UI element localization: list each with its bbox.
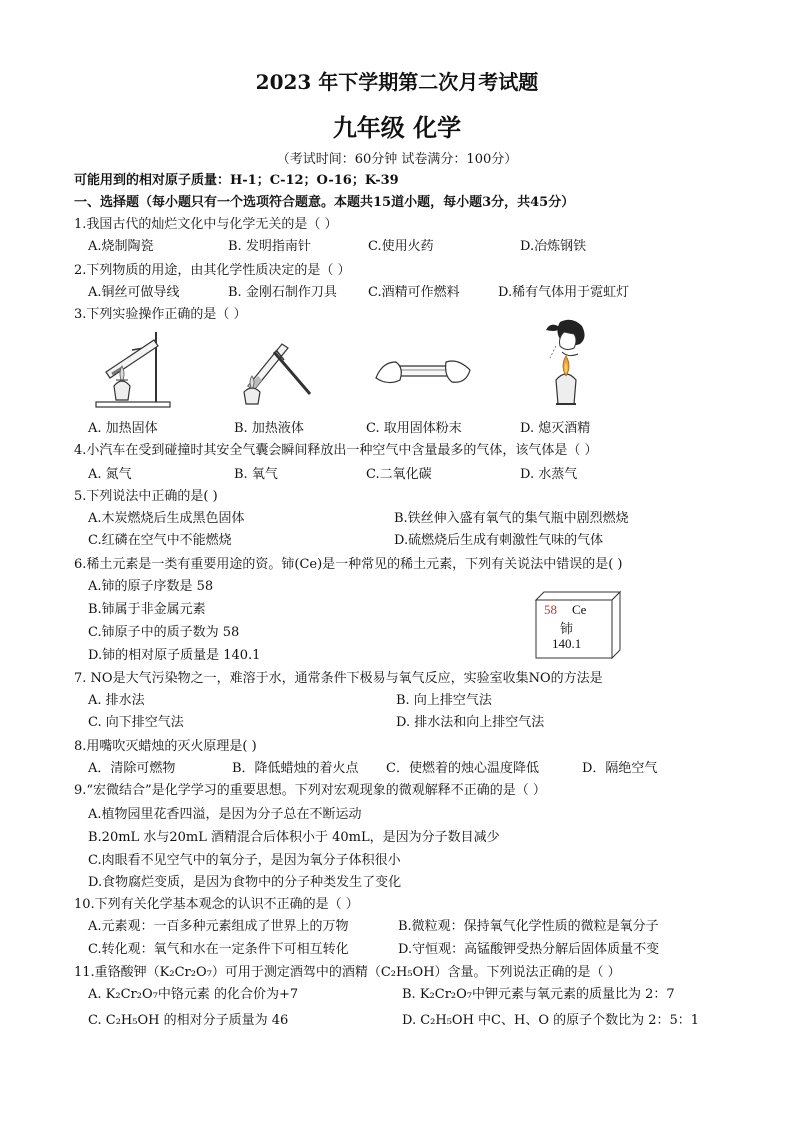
heating-liquid-illustration <box>238 334 318 408</box>
option-b: B.铈属于非金属元素 <box>88 602 206 617</box>
option-a: A.铜丝可做导线 <box>88 285 180 300</box>
option-a: A．清除可燃物 <box>88 761 176 776</box>
blowing-lamp-illustration <box>536 318 604 412</box>
option-b: B. 金刚石制作刀具 <box>228 285 337 300</box>
question-stem: 8.用嘴吹灭蜡烛的灭火原理是( ) <box>74 739 257 754</box>
option-b: B.铁丝伸入盛有氧气的集气瓶中剧烈燃烧 <box>394 511 629 526</box>
option-c: C.转化观：氧气和水在一定条件下可相互转化 <box>88 942 349 957</box>
element-name: 铈 <box>560 621 574 636</box>
option-c: C. C₂H₅OH 的相对分子质量为 46 <box>88 1013 289 1028</box>
solid-powder-illustration <box>374 348 474 396</box>
atomic-mass-note: 可能用到的相对原子质量：H-1；C-12；O-16；K-39 <box>74 173 399 188</box>
option-c: C．使燃着的烛心温度降低 <box>386 761 539 776</box>
option-b: B. 氧气 <box>234 467 278 482</box>
option-a: A.元素观：一百多种元素组成了世界上的万物 <box>88 919 349 934</box>
option-d: D. 排水法和向上排空气法 <box>396 715 545 730</box>
option-c: C.红磷在空气中不能燃烧 <box>88 533 232 548</box>
question-stem: 2.下列物质的用途，由其化学性质决定的是（ ） <box>74 263 351 278</box>
option-a: A. 加热固体 <box>88 421 158 436</box>
option-b: B. K₂Cr₂O₇中钾元素与氧元素的质量比为 2：7 <box>402 987 675 1002</box>
option-a: A.植物园里花香四溢，是因为分子总在不断运动 <box>88 807 362 822</box>
option-d: D.铈的相对原子质量是 140.1 <box>88 648 261 663</box>
option-c: C. 取用固体粉末 <box>366 421 462 436</box>
question-stem: 10.下列有关化学基本观念的认识不正确的是（ ） <box>74 897 359 912</box>
option-c: C. 向下排空气法 <box>88 715 184 730</box>
option-d: D.冶炼钢铁 <box>520 239 587 254</box>
option-d: D.稀有气体用于霓虹灯 <box>498 285 630 300</box>
question-stem: 7. NO是大气污染物之一，难溶于水，通常条件下极易与氧气反应，实验室收集NO的方法是 <box>74 671 603 686</box>
option-a: A. 排水法 <box>88 693 145 708</box>
question-stem: 3.下列实验操作正确的是（ ） <box>74 307 247 322</box>
option-c: C.铈原子中的质子数为 58 <box>88 625 240 640</box>
option-b: B．降低蜡烛的着火点 <box>232 761 359 776</box>
option-d: D.守恒观：高锰酸钾受热分解后固体质量不变 <box>398 942 660 957</box>
element-symbol: Ce <box>572 602 587 617</box>
question-stem: 9.“宏微结合”是化学学习的重要思想。下列对宏观现象的微观解释不正确的是（ ） <box>74 783 546 798</box>
option-b: B. 向上排空气法 <box>396 693 492 708</box>
option-a: A.木炭燃烧后生成黑色固体 <box>88 511 245 526</box>
option-c: C.使用火药 <box>368 239 434 254</box>
option-c: C.二氧化碳 <box>366 467 432 482</box>
option-a: A.铈的原子序数是 58 <box>88 579 214 594</box>
option-b: B.微粒观：保持氧气化学性质的微粒是氧分子 <box>398 919 659 934</box>
option-d: D. 水蒸气 <box>520 467 578 482</box>
atomic-number: 58 <box>544 602 557 617</box>
element-card <box>536 592 620 658</box>
option-d: D. 熄灭酒精 <box>520 421 591 436</box>
exam-subtitle: 九年级 化学 <box>332 113 462 142</box>
question-stem: 6.稀土元素是一类有重要用途的资。铈(Ce)是一种常见的稀土元素，下列有关说法中错误的是( ) <box>74 557 623 572</box>
option-d: D. C₂H₅OH 中C、H、O 的原子个数比为 2：5：1 <box>402 1013 700 1028</box>
option-d: D.食物腐烂变质，是因为食物中的分子种类发生了变化 <box>88 875 402 890</box>
option-b: B.20mL 水与20mL 酒精混合后体积小于 40mL，是因为分子数目减少 <box>88 830 500 845</box>
question-stem: 5.下列说法中正确的是( ) <box>74 489 218 504</box>
option-a: A. K₂Cr₂O₇中铬元素 的化合价为+7 <box>88 987 299 1002</box>
question-stem: 1.我国古代的灿烂文化中与化学无关的是（ ） <box>74 217 338 232</box>
option-b: B. 加热液体 <box>234 421 304 436</box>
option-a: A. 氮气 <box>88 467 132 482</box>
option-b: B. 发明指南针 <box>228 239 311 254</box>
option-c: C.肉眼看不见空气中的氧分子，是因为氧分子体积很小 <box>88 853 401 868</box>
exam-title: 2023 年下学期第二次月考试题 <box>255 70 539 94</box>
option-a: A.烧制陶瓷 <box>88 239 154 254</box>
option-d: D.硫燃烧后生成有刺激性气味的气体 <box>394 533 604 548</box>
exam-info: （考试时间：60分钟 试卷满分：100分） <box>276 152 518 167</box>
question-stem: 11.重铬酸钾（K₂Cr₂O₇）可用于测定酒驾中的酒精（C₂H₅OH）含量。下列说法正确的是（ ） <box>74 965 621 980</box>
option-d: D．隔绝空气 <box>582 761 658 776</box>
heating-solid-illustration <box>92 326 178 410</box>
option-c: C.酒精可作燃料 <box>368 285 460 300</box>
atomic-mass: 140.1 <box>552 636 582 651</box>
section-heading: 一、选择题（每小题只有一个选项符合题意。本题共15道小题，每小题3分，共45分） <box>74 195 575 210</box>
question-stem: 4.小汽车在受到碰撞时其安全气囊会瞬间释放出一种空气中含量最多的气体，该气体是（ ） <box>74 443 598 458</box>
